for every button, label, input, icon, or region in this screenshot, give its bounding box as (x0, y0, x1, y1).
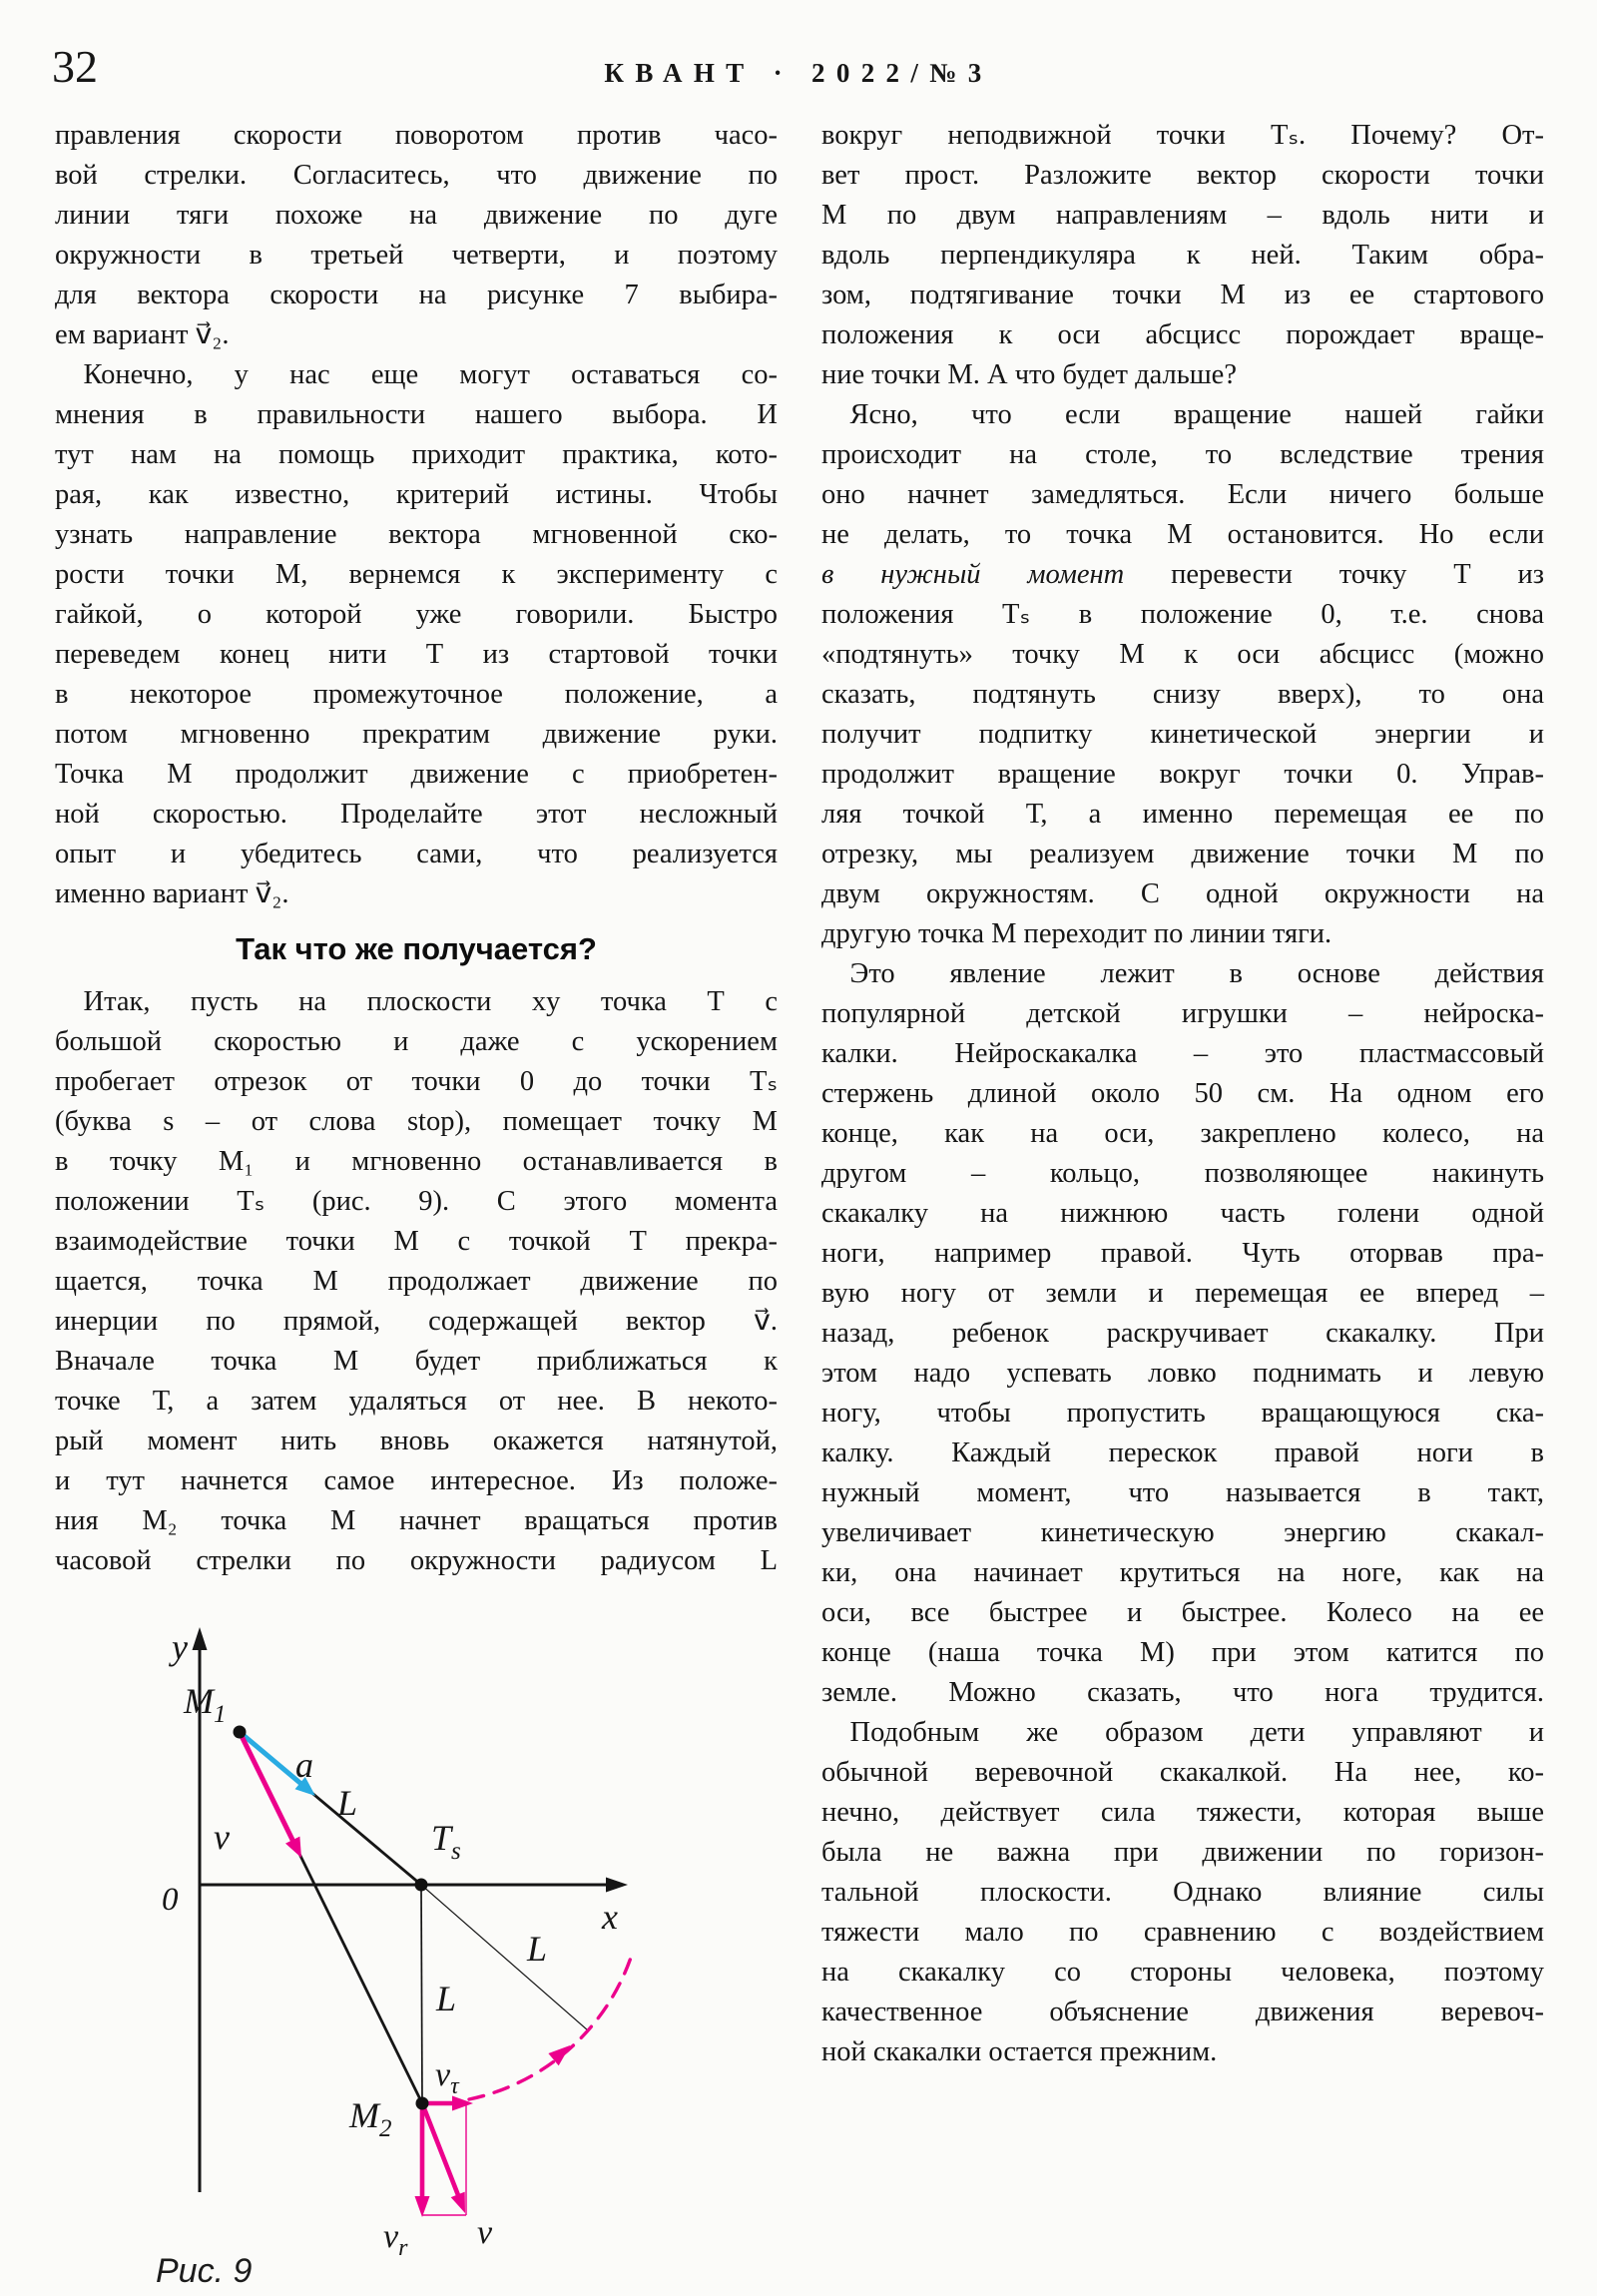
text-line: ем вариант v⃗₂. (55, 319, 230, 350)
text-line: другую точка М переходит по линии тяги. (821, 918, 1332, 949)
text-line: не делать, то точка М остановится. Но если (821, 519, 1544, 550)
text-line: вет прост. Разложите вектор скорости точки (821, 160, 1544, 191)
text-line: «подтянуть» точку М к оси абсцисс (можно (821, 639, 1544, 670)
text-segment: перевести точку Т из (1124, 559, 1545, 590)
y-axis-label: y (172, 1627, 188, 1667)
point-m1 (234, 1726, 247, 1739)
paragraph (821, 395, 1544, 954)
text-line: линии тяги похоже на движение по дуге (55, 200, 778, 231)
text-line: вокруг неподвижной точки Tₛ. Почему? От- (821, 120, 1544, 151)
text-line: увеличивает кинетическую энергию скакал- (821, 1517, 1544, 1548)
text-line: потом мгновенно прекратим движение руки. (55, 719, 778, 750)
text-line: рости точки М, вернемся к эксперименту с (55, 559, 778, 590)
point-m2 (416, 2097, 429, 2110)
text-line: узнать направление вектора мгновенной ско- (55, 519, 778, 550)
text-line: нужный момент, что называется в такт, (821, 1477, 1544, 1508)
label-L-radius: L (527, 1929, 548, 1969)
text-line: конце (наша точка М) при этом катится по (821, 1637, 1544, 1668)
text-line: щается, точка М продолжает движение по (55, 1266, 778, 1297)
text-line: Это явление лежит в основе действия (821, 958, 1544, 989)
figure-caption: Рис. 9 (156, 2252, 253, 2286)
label-vr: $v_r$ (383, 2218, 408, 2261)
text-line: продолжит вращение вокруг точки 0. Управ- (821, 759, 1544, 790)
text-line: (буква s – от слова stop), помещает точку М (55, 1106, 778, 1137)
label-v-m1: v (214, 1817, 230, 1857)
text-line: Подобным же образом дети управляют и (821, 1717, 1544, 1748)
label-L-vertical: L (436, 1979, 457, 2018)
label-L-upper: L (337, 1783, 358, 1823)
text-line: ногу, чтобы пропустить вращающуюся ска- (821, 1398, 1544, 1429)
text-line: оно начнет замедляться. Если ничего больше (821, 479, 1544, 510)
text-line: обычной веревочной скакалкой. На нее, ко- (821, 1757, 1544, 1788)
text-line: М по двум направлениям – вдоль нити и (821, 200, 1544, 231)
text-line: для вектора скорости на рисунке 7 выбира- (55, 280, 778, 310)
text-line: гайкой, о которой уже говорили. Быстро (55, 599, 778, 630)
text-line: тяжести мало по сравнению с воздействием (821, 1917, 1544, 1948)
paragraph-part (821, 595, 1544, 954)
text-line: положения Tₛ в положение 0, т.е. снова (821, 599, 1544, 630)
text-line: Вначале точка М будет приближаться к (55, 1346, 778, 1377)
text-line: Итак, пусть на плоскости xy точка Т с (55, 986, 778, 1017)
text-line: переведем конец нити Т из стартовой точки (55, 639, 778, 670)
x-axis-arrowhead (606, 1878, 628, 1893)
text-line: калки. Нейроскакалка – это пластмассовый (821, 1038, 1544, 1069)
x-axis-label: x (602, 1897, 618, 1937)
text-line: и тут начнется самое интересное. Из положе- (55, 1465, 778, 1496)
text-line: оси, все быстрее и быстрее. Колесо на ее (821, 1597, 1544, 1628)
text-line: рый момент нить вновь окажется натянутой, (55, 1426, 778, 1456)
text-line: земле. Можно сказать, что нога трудится. (821, 1677, 1544, 1708)
point-ts (415, 1879, 428, 1892)
text-line: скакалку на нижнюю часть голени одной (821, 1198, 1544, 1229)
trajectory-arc (469, 1955, 632, 2099)
label-m2: $M_2$ (349, 2095, 392, 2142)
text-line: мнения в правильности нашего выбора. И (55, 399, 778, 430)
text-line: ки, она начинает крутиться на ноге, как на (821, 1557, 1544, 1588)
text-line: получит подпитку кинетической энергии и (821, 719, 1544, 750)
label-vtau: $v_\tau$ (435, 2056, 459, 2099)
text-line: пробегает отрезок от точки 0 до точки Tₛ (55, 1066, 778, 1097)
text-line (821, 555, 1544, 595)
paragraph (55, 355, 778, 914)
label-ts: $T_s$ (431, 1818, 461, 1865)
text-line: отрезку, мы реализуем движение точки М по (821, 839, 1544, 869)
text-line: вой стрелки. Согласитесь, что движение по (55, 160, 778, 191)
text-line: популярной детской игрушки – нейроска- (821, 998, 1544, 1029)
text-line: была не важна при движении по горизон- (821, 1837, 1544, 1868)
text-line: нечно, действует сила тяжести, которая выше (821, 1797, 1544, 1828)
label-m1: $M_1$ (184, 1681, 227, 1728)
text-line: взаимодействие точки М с точкой Т прекра- (55, 1226, 778, 1257)
text-line: зом, подтягивание точки М из ее стартового (821, 280, 1544, 310)
text-line: в точку М₁ и мгновенно останавливается в (55, 1146, 778, 1177)
text-line: именно вариант v⃗₂. (55, 878, 289, 909)
text-line: опыт и убедитесь сами, что реализуется (55, 839, 778, 869)
text-line: происходит на столе, то вследствие трения (821, 439, 1544, 470)
origin-label: 0 (162, 1882, 179, 1918)
text-line: стержень длиной около 50 см. На одном его (821, 1078, 1544, 1109)
text-line: вую ногу от земли и перемещая ее вперед – (821, 1278, 1544, 1309)
vector-a (240, 1732, 302, 1785)
vector-vr-arrowhead (415, 2196, 430, 2217)
text-line: тут нам на помощь приходит практика, кото- (55, 439, 778, 470)
text-line: тальной плоскости. Однако влияние силы (821, 1877, 1544, 1908)
text-line: конце, как на оси, закреплено колесо, на (821, 1118, 1544, 1149)
y-axis-arrowhead (193, 1627, 208, 1650)
paragraph (821, 116, 1544, 395)
journal-header: КВАНТ · 2022/№3 (604, 58, 993, 88)
text-line: Точка М продолжит движение с приобретен- (55, 759, 778, 790)
paragraph (821, 954, 1544, 1713)
vector-v-m1-arrowhead (285, 1837, 301, 1858)
text-line: качественное объяснение движения веревоч- (821, 1997, 1544, 2027)
text-line: двум окружностям. С одной окружности на (821, 878, 1544, 909)
text-line: назад, ребенок раскручивает скакалку. При (821, 1318, 1544, 1349)
text-line: калку. Каждый перескок правой ноги в (821, 1437, 1544, 1468)
text-line: сказать, подтянуть снизу вверх), то она (821, 679, 1544, 710)
text-line: в некоторое промежуточное положение, а (55, 679, 778, 710)
text-line: ноги, например правой. Чуть оторвав пра- (821, 1238, 1544, 1269)
text-line: рая, как известно, критерий истины. Чтобы (55, 479, 778, 510)
paragraph (55, 116, 778, 355)
text-line: вдоль перпендикуляра к ней. Таким обра- (821, 240, 1544, 271)
right-column (821, 116, 1544, 2072)
text-line: инерции по прямой, содержащей вектор v⃗. (55, 1306, 778, 1337)
text-line: этом надо успевать ловко поднимать и левую (821, 1358, 1544, 1389)
text-line: ние точки М. А что будет дальше? (821, 359, 1237, 390)
text-line: другом – кольцо, позволяющее накинуть (821, 1158, 1544, 1189)
paragraph-part (821, 395, 1544, 555)
text-line: положения к оси абсцисс порождает враще- (821, 319, 1544, 350)
line-ts-m2 (421, 1885, 422, 2103)
vector-v-m2 (422, 2103, 458, 2195)
figure-ris-9 (70, 1607, 749, 2286)
text-line: Ясно, что если вращение нашей гайки (821, 399, 1544, 430)
left-column (55, 116, 778, 1581)
vector-v-m2-arrowhead (451, 2192, 465, 2213)
text-line: на скакалку со стороны человека, поэтому (821, 1957, 1544, 1988)
text-line: точке Т, а затем удаляться от нее. В некото- (55, 1386, 778, 1417)
vector-v-m1 (240, 1732, 293, 1842)
text-line: большой скоростью и даже с ускорением (55, 1026, 778, 1057)
text-line: ния М₂ точка М начнет вращаться против (55, 1505, 778, 1536)
text-line: окружности в третьей четверти, и поэтому (55, 240, 778, 271)
text-line: часовой стрелки по окружности радиусом L (55, 1545, 778, 1576)
italic-phrase: в нужный момент (821, 559, 1125, 590)
paragraph (821, 1713, 1544, 2072)
text-line: правления скорости поворотом против часо- (55, 120, 778, 151)
text-line: ной скоростью. Проделайте этот несложный (55, 799, 778, 830)
label-v-m2: v (477, 2214, 493, 2251)
section-heading: Так что же получается? (236, 931, 597, 966)
paragraph (55, 982, 778, 1581)
text-line: положении Tₛ (рис. 9). С этого момента (55, 1186, 778, 1217)
text-line: ляя точкой Т, а именно перемещая ее по (821, 799, 1544, 830)
page-number: 32 (52, 41, 98, 92)
text-line: Конечно, у нас еще могут оставаться со- (55, 359, 778, 390)
text-line: ной скакалки остается прежним. (821, 2036, 1218, 2067)
label-a: a (295, 1745, 313, 1785)
